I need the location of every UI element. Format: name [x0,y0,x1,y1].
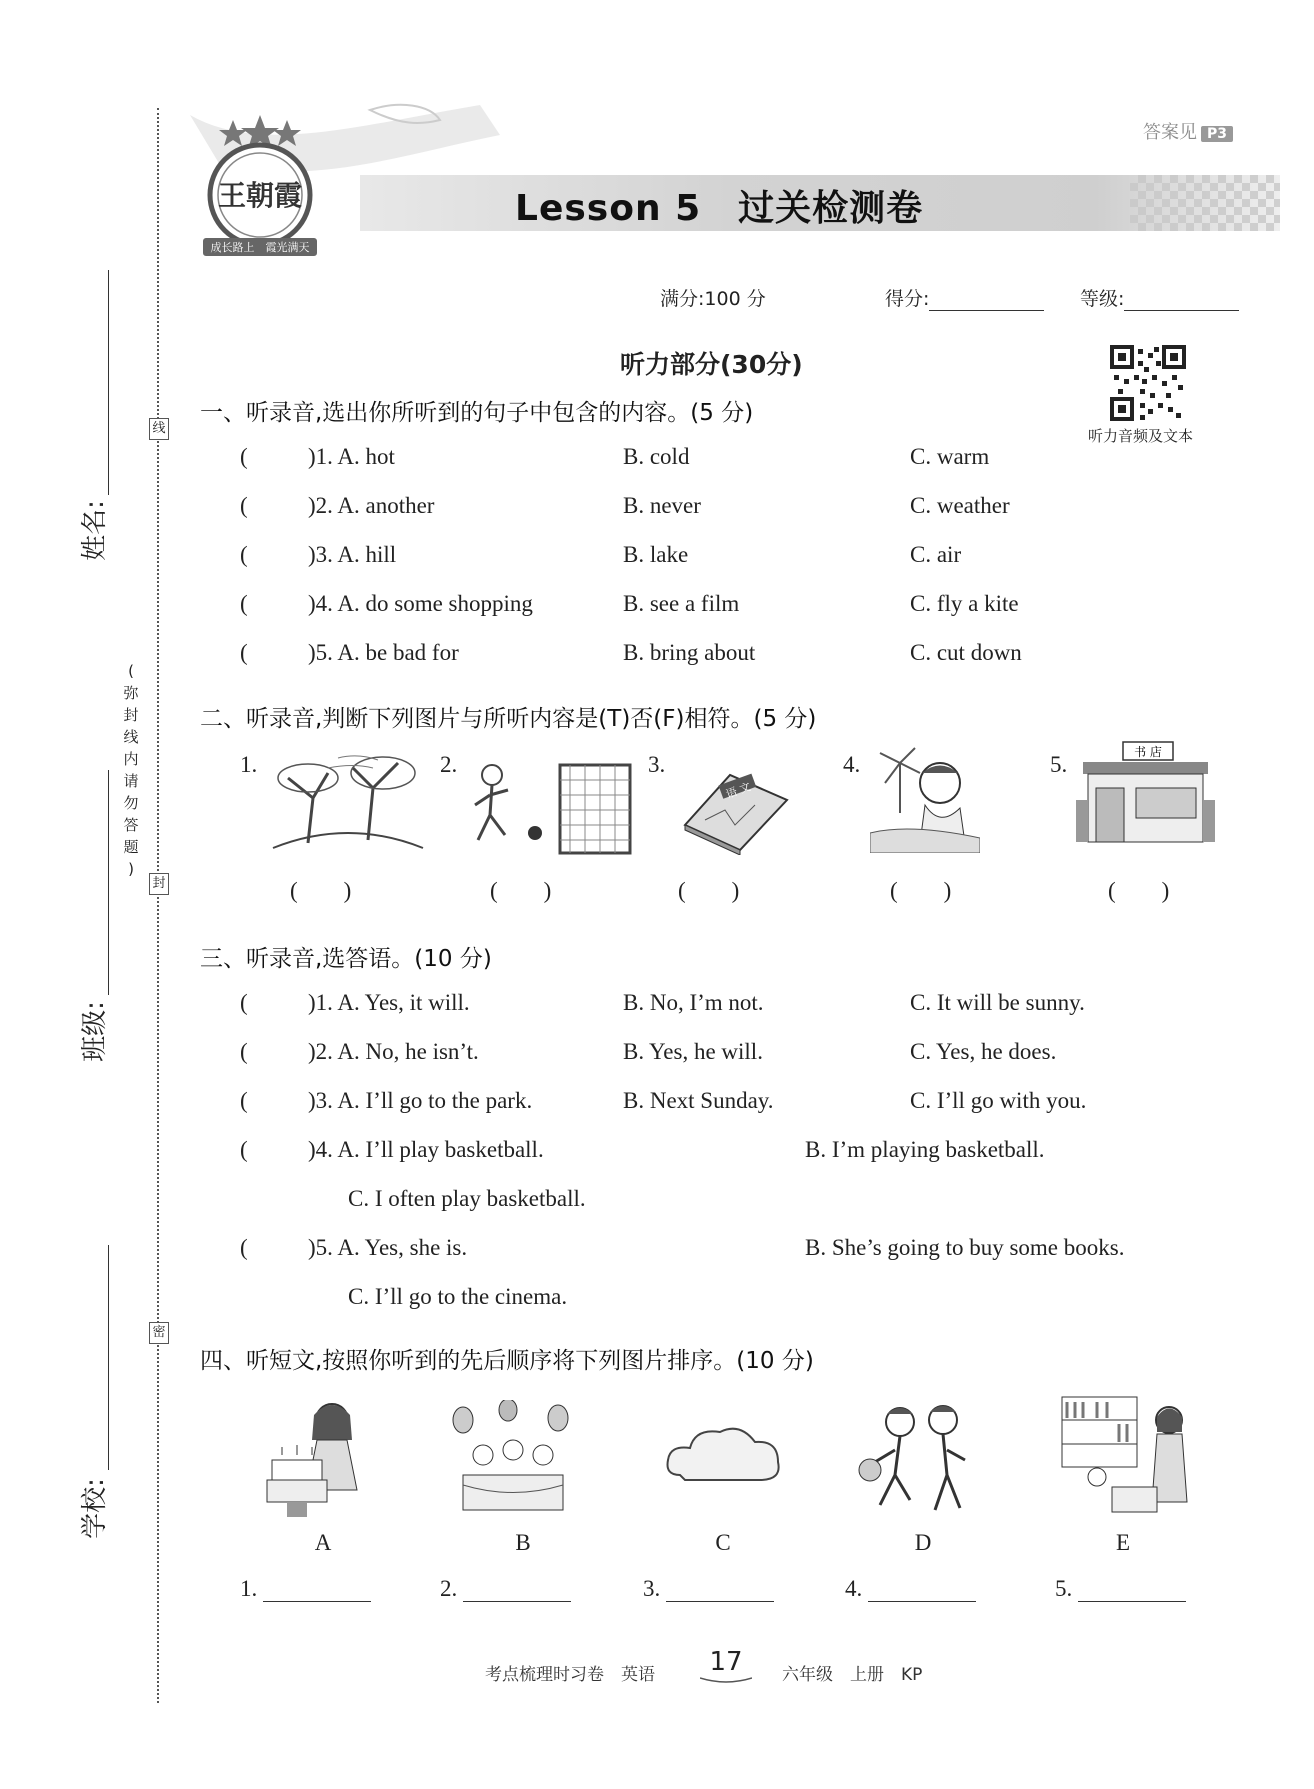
option-a: )4. A. I’ll play basketball. [308,1137,544,1162]
option-b: B. cold [623,444,690,469]
footer-right: 六年级 上册 KP [782,1665,923,1685]
tf-answer-paren[interactable]: ( ) [678,878,740,903]
party-picture [448,1400,578,1520]
answer-paren[interactable]: ( [240,1039,248,1064]
option-c: C. weather [910,493,1010,518]
option-a: )4. A. do some shopping [308,591,533,616]
picture-letter: A [314,1530,332,1555]
picture-number: 2. [440,752,458,777]
grade-field[interactable]: 等级: [1080,284,1239,311]
option-c: C. Yes, he does. [910,1039,1057,1064]
kids-basketball-picture [855,1400,980,1520]
seal-note: ( 弥 封 线 内 请 勿 答 题 ) [123,662,139,878]
section2-heading: 二、听录音,判断下列图片与所听内容是(T)否(F)相符。(5 分) [200,706,817,732]
option-c: C. fly a kite [910,591,1019,616]
page-title: Lesson 5 过关检测卷 [515,188,924,229]
woman-cake-picture [262,1395,380,1520]
option-b: B. lake [623,542,689,567]
class-label: 班级: [79,1001,110,1062]
mark-feng: 封 [149,873,169,895]
page-number: 17 [709,1647,743,1677]
option-b: B. She’s going to buy some books. [805,1235,1125,1260]
option-c: C. cut down [910,640,1022,665]
bookstore-picture [1068,740,1223,850]
answer-ref: 答案见 P3 [1143,118,1233,144]
listening-title: 听力部分(30分) [620,350,803,379]
option-a: )3. A. hill [308,542,397,567]
picture-letter: D [914,1530,932,1555]
option-a: )1. A. Yes, it will. [308,990,470,1015]
tf-answer-paren[interactable]: ( ) [490,878,552,903]
order-blank[interactable]: 5. [1055,1576,1186,1602]
name-label: 姓名: [79,500,110,561]
option-a: )1. A. hot [308,444,395,469]
mark-xian: 线 [149,418,169,440]
option-c: C. I often play basketball. [348,1186,586,1211]
option-c: C. air [910,542,962,567]
page-number-underline [700,1676,752,1686]
name-line [108,270,109,495]
answer-paren[interactable]: ( [240,990,248,1015]
option-a: )3. A. I’ll go to the park. [308,1088,533,1113]
school-line [108,1245,109,1470]
cloud-picture [660,1420,785,1500]
svg-text:语 文: 语 文 [724,780,753,802]
chinese-book-picture [675,755,795,855]
option-b: B. Yes, he will. [623,1039,763,1064]
order-blank[interactable]: 2. [440,1576,571,1602]
tf-answer-paren[interactable]: ( ) [290,878,352,903]
answer-paren[interactable]: ( [240,1088,248,1113]
boy-windmill-picture [870,743,980,853]
answer-paren[interactable]: ( [240,1137,248,1162]
picture-number: 5. [1050,752,1068,777]
section3-heading: 三、听录音,选答语。(10 分) [200,946,492,972]
svg-text:王朝霞: 王朝霞 [217,179,303,212]
section1-heading: 一、听录音,选出你所听到的句子中包含的内容。(5 分) [200,400,754,426]
option-c: C. It will be sunny. [910,990,1085,1015]
banner-pattern [1130,175,1280,231]
order-blank[interactable]: 1. [240,1576,371,1602]
option-a: )5. A. Yes, she is. [308,1235,468,1260]
mark-mi: 密 [149,1322,169,1344]
option-a: )5. A. be bad for [308,640,459,665]
footer-left: 考点梳理时习卷 英语 [485,1665,655,1685]
order-blank[interactable]: 4. [845,1576,976,1602]
option-c: C. I’ll go to the cinema. [348,1284,568,1309]
option-b: B. never [623,493,701,518]
full-score: 满分:100 分 [660,288,766,310]
option-c: C. warm [910,444,990,469]
picture-number: 3. [648,752,666,777]
answer-paren[interactable]: ( [240,640,248,665]
option-c: C. I’ll go with you. [910,1088,1087,1113]
answer-page-tag: P3 [1201,126,1233,142]
windy-trees-picture [268,748,428,858]
boy-football-picture [460,755,640,860]
tf-answer-paren[interactable]: ( ) [890,878,952,903]
logo-badge [195,110,325,260]
qr-code-icon[interactable] [1110,345,1186,421]
svg-text:成长路上 霞光满天: 成长路上 霞光满天 [210,241,310,254]
answer-paren[interactable]: ( [240,591,248,616]
school-label: 学校: [79,1478,110,1539]
picture-letter: B [515,1530,531,1555]
svg-text:书 店: 书 店 [1134,745,1162,759]
binding-dotted-line [157,108,159,1703]
option-a: )2. A. No, he isn’t. [308,1039,479,1064]
option-b: B. No, I’m not. [623,990,764,1015]
class-line [108,770,109,995]
picture-number: 4. [843,752,861,777]
section4-heading: 四、听短文,按照你听到的先后顺序将下列图片排序。(10 分) [200,1348,814,1374]
qr-caption: 听力音频及文本 [1088,427,1194,445]
answer-paren[interactable]: ( [240,493,248,518]
option-b: B. see a film [623,591,740,616]
book-shopping-picture [1057,1392,1197,1522]
picture-letter: E [1115,1530,1131,1555]
answer-paren[interactable]: ( [240,1235,248,1260]
option-b: B. bring about [623,640,756,665]
option-b: B. I’m playing basketball. [805,1137,1045,1162]
option-b: B. Next Sunday. [623,1088,774,1113]
score-field[interactable]: 得分: [885,284,1044,311]
picture-letter: C [715,1530,731,1555]
tf-answer-paren[interactable]: ( ) [1108,878,1170,903]
answer-paren[interactable]: ( [240,444,248,469]
picture-number: 1. [240,752,258,777]
order-blank[interactable]: 3. [643,1576,774,1602]
answer-paren[interactable]: ( [240,542,248,567]
option-a: )2. A. another [308,493,435,518]
